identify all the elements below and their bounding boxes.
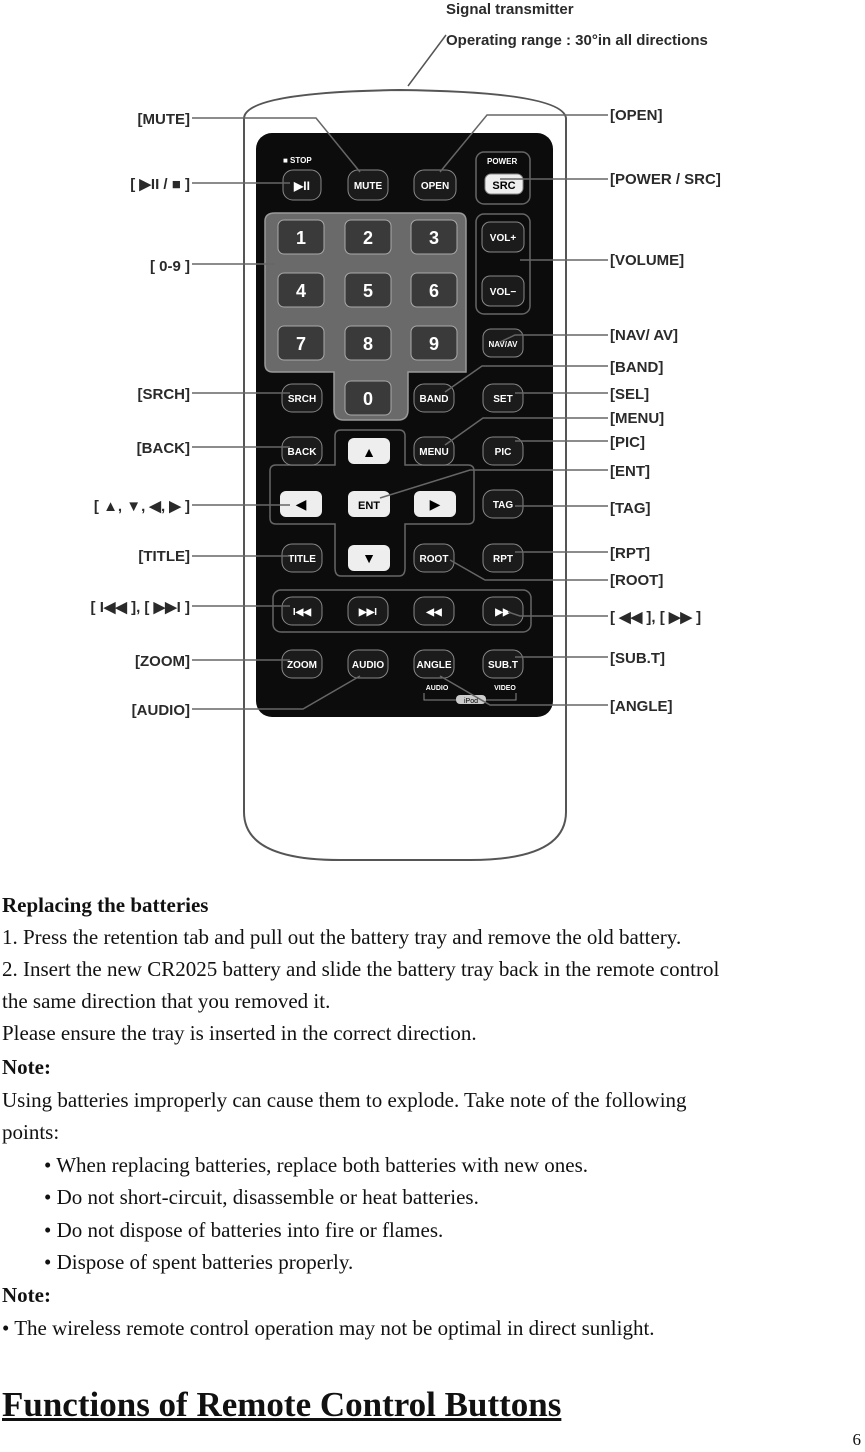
note-2-text: • The wireless remote control operation may not be optimal in direct sunlight. <box>2 1316 655 1340</box>
tag-button[interactable] <box>483 490 523 518</box>
svg-text:8: 8 <box>362 334 374 354</box>
ent-button[interactable] <box>348 491 390 517</box>
svg-text:▶II: ▶II <box>294 179 310 193</box>
functions-heading: Functions of Remote Control Buttons <box>2 1385 562 1424</box>
digit-0-button[interactable] <box>345 381 391 415</box>
svg-text:VOL+: VOL+ <box>489 233 517 244</box>
svg-text:▲: ▲ <box>362 446 376 461</box>
svg-text:3: 3 <box>428 228 440 248</box>
note-1-text-b: points: <box>2 1120 60 1144</box>
operating-range-label: Operating range : 30°in all directions <box>446 32 708 49</box>
svg-text:OPEN: OPEN <box>420 181 450 192</box>
svg-text:[TAG]: [TAG] <box>610 500 651 517</box>
svg-text:SET: SET <box>493 394 513 405</box>
svg-text:TITLE: TITLE <box>288 554 316 565</box>
right-button[interactable] <box>414 491 456 517</box>
svg-text:0: 0 <box>362 389 374 409</box>
svg-text:[AUDIO]: [AUDIO] <box>131 702 190 719</box>
svg-text:MENU: MENU <box>419 447 449 458</box>
svg-text:[NAV/ AV]: [NAV/ AV] <box>610 327 679 344</box>
bullet-1: • When replacing batteries, replace both batteries with new ones. <box>44 1153 589 1177</box>
svg-text:I◀◀: I◀◀ <box>292 607 312 618</box>
ipod-video-label: VIDEO <box>494 685 516 692</box>
power-label: POWER <box>487 157 518 166</box>
svg-text:6: 6 <box>428 281 440 301</box>
digit-4-button[interactable] <box>278 273 324 307</box>
bullet-3: • Do not dispose of batteries into fire or flames. <box>44 1218 444 1242</box>
svg-text:[ ◀◀ ], [ ▶▶ ]: [ ◀◀ ], [ ▶▶ ] <box>610 609 702 626</box>
svg-text:2: 2 <box>362 228 374 248</box>
subt-button[interactable] <box>483 650 523 678</box>
root-button[interactable] <box>414 544 454 572</box>
page-number: 6 <box>852 1430 861 1449</box>
svg-text:[TITLE]: [TITLE] <box>138 548 190 565</box>
svg-text:VOL−: VOL− <box>489 287 517 298</box>
svg-text:[SRCH]: [SRCH] <box>137 386 190 403</box>
svg-text:AUDIO: AUDIO <box>351 660 385 671</box>
svg-text:[VOLUME]: [VOLUME] <box>610 252 685 269</box>
up-button[interactable] <box>348 438 390 464</box>
svg-text:[ I◀◀ ], [ ▶▶I ]: [ I◀◀ ], [ ▶▶I ] <box>90 599 190 616</box>
svg-text:[ANGLE]: [ANGLE] <box>610 698 673 715</box>
svg-text:▶▶: ▶▶ <box>495 607 511 618</box>
svg-text:SRCH: SRCH <box>287 394 317 405</box>
svg-text:SUB.T: SUB.T <box>488 660 518 671</box>
svg-text:ENT: ENT <box>358 500 380 512</box>
svg-text:[ZOOM]: [ZOOM] <box>135 653 190 670</box>
band-button[interactable] <box>414 384 454 412</box>
svg-text:[ROOT]: [ROOT] <box>610 572 664 589</box>
svg-text:[OPEN]: [OPEN] <box>610 107 663 124</box>
svg-text:▼: ▼ <box>362 552 376 567</box>
step-1: 1. Press the retention tab and pull out the battery tray and remove the old battery. <box>2 925 682 949</box>
svg-text:[ ▲, ▼, ◀, ▶ ]: [ ▲, ▼, ◀, ▶ ] <box>93 498 190 515</box>
ipod-label: iPod <box>463 698 479 705</box>
set-button[interactable] <box>483 384 523 412</box>
svg-text:[POWER / SRC]: [POWER / SRC] <box>610 171 721 188</box>
digit-7-button[interactable] <box>278 326 324 360</box>
next-button[interactable] <box>348 597 388 625</box>
svg-text:4: 4 <box>295 281 307 301</box>
svg-text:ZOOM: ZOOM <box>287 660 317 671</box>
vol-plus-button[interactable] <box>482 222 524 252</box>
svg-text:[ 0-9 ]: [ 0-9 ] <box>149 258 190 275</box>
svg-text:[ ▶II / ■ ]: [ ▶II / ■ ] <box>130 176 190 193</box>
svg-text:5: 5 <box>362 281 374 301</box>
svg-text:[MENU]: [MENU] <box>610 410 665 427</box>
nav-av-button[interactable] <box>483 329 523 357</box>
down-button[interactable] <box>348 545 390 571</box>
svg-text:[BACK]: [BACK] <box>136 440 190 457</box>
svg-text:ROOT: ROOT <box>419 554 449 565</box>
callouts-right <box>610 107 721 715</box>
svg-text:MUTE: MUTE <box>353 181 383 192</box>
svg-text:▶: ▶ <box>429 498 441 513</box>
audio-button[interactable] <box>348 650 388 678</box>
stop-label: ■ STOP <box>283 156 312 165</box>
digit-1-button[interactable] <box>278 220 324 254</box>
bullet-2: • Do not short-circuit, disassemble or heat batteries. <box>44 1185 479 1209</box>
digit-5-button[interactable] <box>345 273 391 307</box>
svg-text:TAG: TAG <box>492 500 514 511</box>
bullet-4: • Dispose of spent batteries properly. <box>44 1250 354 1274</box>
rpt-button[interactable] <box>483 544 523 572</box>
digit-6-button[interactable] <box>411 273 457 307</box>
svg-text:[BAND]: [BAND] <box>610 359 664 376</box>
svg-text:▶▶I: ▶▶I <box>358 607 378 618</box>
left-button[interactable] <box>280 491 322 517</box>
digit-2-button[interactable] <box>345 220 391 254</box>
svg-text:[ENT]: [ENT] <box>610 463 650 480</box>
svg-text:BAND: BAND <box>419 394 449 405</box>
svg-text:RPT: RPT <box>493 554 513 565</box>
note-1-label: Note: <box>2 1055 51 1079</box>
step-2b: the same direction that you removed it. <box>2 989 331 1013</box>
srch-button[interactable] <box>282 384 322 412</box>
svg-text:PIC: PIC <box>494 447 512 458</box>
svg-text:7: 7 <box>295 334 307 354</box>
svg-text:NAV/AV: NAV/AV <box>488 340 518 349</box>
ipod-audio-label: AUDIO <box>425 685 449 692</box>
svg-text:BACK: BACK <box>287 447 317 458</box>
ensure-text: Please ensure the tray is inserted in the correct direction. <box>2 1021 477 1045</box>
note-1-text-a: Using batteries improperly can cause them to explode. Take note of the following <box>2 1088 687 1112</box>
svg-text:◀: ◀ <box>295 498 307 513</box>
svg-text:[MUTE]: [MUTE] <box>137 111 190 128</box>
signal-transmitter-label: Signal transmitter <box>446 1 574 18</box>
svg-text:[RPT]: [RPT] <box>610 545 650 562</box>
src-button[interactable] <box>485 174 523 194</box>
zoom-button[interactable] <box>282 650 322 678</box>
digit-8-button[interactable] <box>345 326 391 360</box>
open-button[interactable] <box>414 170 456 200</box>
prev-button[interactable] <box>282 597 322 625</box>
svg-text:[PIC]: [PIC] <box>610 434 645 451</box>
title-button[interactable] <box>282 544 322 572</box>
svg-text:9: 9 <box>428 334 440 354</box>
note-2-label: Note: <box>2 1283 51 1307</box>
digit-3-button[interactable] <box>411 220 457 254</box>
svg-text:ANGLE: ANGLE <box>416 660 452 671</box>
callouts-left <box>91 111 190 719</box>
digit-9-button[interactable] <box>411 326 457 360</box>
svg-text:[SUB.T]: [SUB.T] <box>610 650 665 667</box>
mute-button[interactable] <box>348 170 388 200</box>
fast-forward-button[interactable] <box>483 597 523 625</box>
svg-text:SRC: SRC <box>492 180 516 192</box>
svg-text:[SEL]: [SEL] <box>610 386 650 403</box>
play-pause-button[interactable] <box>283 170 321 200</box>
menu-button[interactable] <box>414 437 454 465</box>
vol-minus-button[interactable] <box>482 276 524 306</box>
angle-button[interactable] <box>414 650 454 678</box>
back-button[interactable] <box>282 437 322 465</box>
step-2a: 2. Insert the new CR2025 battery and slide the battery tray back in the remote control <box>2 957 720 981</box>
rewind-button[interactable] <box>414 597 454 625</box>
replacing-batteries-title: Replacing the batteries <box>2 893 209 917</box>
svg-text:1: 1 <box>295 228 307 248</box>
svg-text:◀◀: ◀◀ <box>426 607 442 618</box>
